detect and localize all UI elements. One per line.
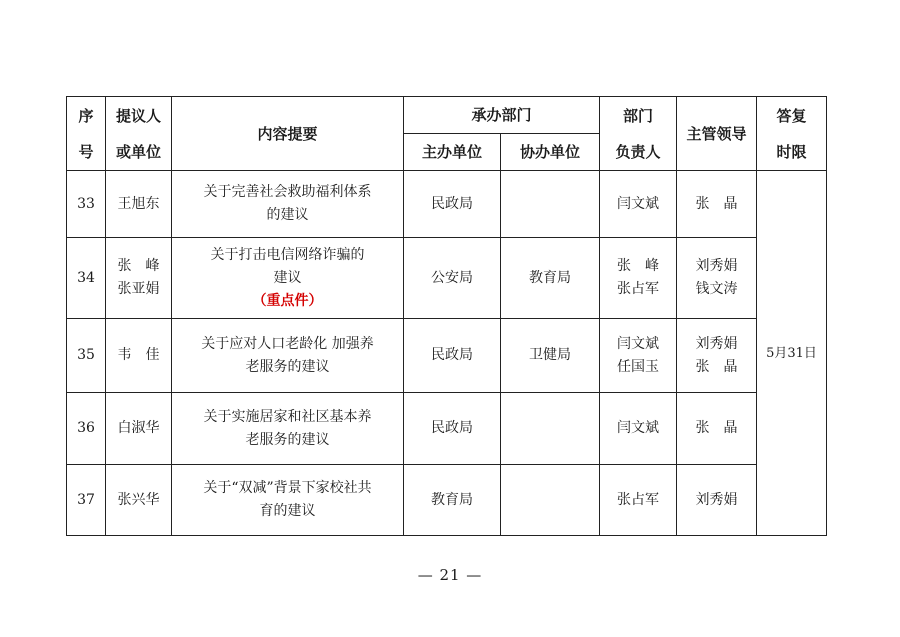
row-proposer: 张兴华 — [106, 465, 172, 536]
header-seq: 序 号 — [67, 97, 106, 171]
key-item-label: （重点件） — [252, 292, 323, 309]
header-dept-group: 承办部门 — [404, 97, 600, 134]
row-number: 35 — [67, 319, 106, 393]
row-co-unit: 卫健局 — [501, 319, 600, 393]
proposal-table — [66, 96, 827, 536]
row-leader: 张 晶 — [677, 393, 757, 465]
row-number: 33 — [67, 171, 106, 238]
row-main-unit: 公安局 — [404, 238, 501, 319]
row-co-unit — [501, 465, 600, 536]
reply-deadline: 5月31日 — [757, 171, 827, 536]
header-main-unit: 主办单位 — [404, 134, 501, 171]
header-co-unit: 协办单位 — [501, 134, 600, 171]
row-leader: 刘秀娟 钱文涛 — [677, 238, 757, 319]
table-row — [67, 319, 827, 393]
page-number: — 21 — — [417, 566, 483, 584]
row-dept-head: 张占军 — [600, 465, 677, 536]
table-row — [67, 171, 827, 238]
row-proposer: 白淑华 — [106, 393, 172, 465]
header-proposer: 提议人 或单位 — [106, 97, 172, 171]
row-proposer: 张 峰 张亚娟 — [106, 238, 172, 319]
row-main-unit: 民政局 — [404, 171, 501, 238]
row-co-unit — [501, 171, 600, 238]
row-proposer: 王旭东 — [106, 171, 172, 238]
row-leader: 刘秀娟 — [677, 465, 757, 536]
table-row — [67, 238, 827, 319]
row-main-unit: 教育局 — [404, 465, 501, 536]
row-co-unit: 教育局 — [501, 238, 600, 319]
row-dept-head: 闫文斌 — [600, 171, 677, 238]
row-content: 关于实施居家和社区基本养 老服务的建议 — [172, 393, 404, 465]
header-content: 内容提要 — [172, 97, 404, 171]
row-number: 37 — [67, 465, 106, 536]
row-co-unit — [501, 393, 600, 465]
row-content: 关于“双减”背景下家校社共 育的建议 — [172, 465, 404, 536]
row-content: 关于打击电信网络诈骗的 建议 （重点件） — [172, 238, 404, 319]
table-row — [67, 465, 827, 536]
header-leader: 主管领导 — [677, 97, 757, 171]
row-content: 关于完善社会救助福利体系 的建议 — [172, 171, 404, 238]
header-reply: 答复 时限 — [757, 97, 827, 171]
row-main-unit: 民政局 — [404, 393, 501, 465]
row-leader: 张 晶 — [677, 171, 757, 238]
table-row — [67, 393, 827, 465]
row-number: 34 — [67, 238, 106, 319]
row-number: 36 — [67, 393, 106, 465]
row-main-unit: 民政局 — [404, 319, 501, 393]
row-dept-head: 闫文斌 任国玉 — [600, 319, 677, 393]
header-dept-head: 部门 负责人 — [600, 97, 677, 171]
row-proposer: 韦 佳 — [106, 319, 172, 393]
row-leader: 刘秀娟 张 晶 — [677, 319, 757, 393]
row-dept-head: 闫文斌 — [600, 393, 677, 465]
row-content: 关于应对人口老龄化 加强养 老服务的建议 — [172, 319, 404, 393]
row-dept-head: 张 峰 张占军 — [600, 238, 677, 319]
